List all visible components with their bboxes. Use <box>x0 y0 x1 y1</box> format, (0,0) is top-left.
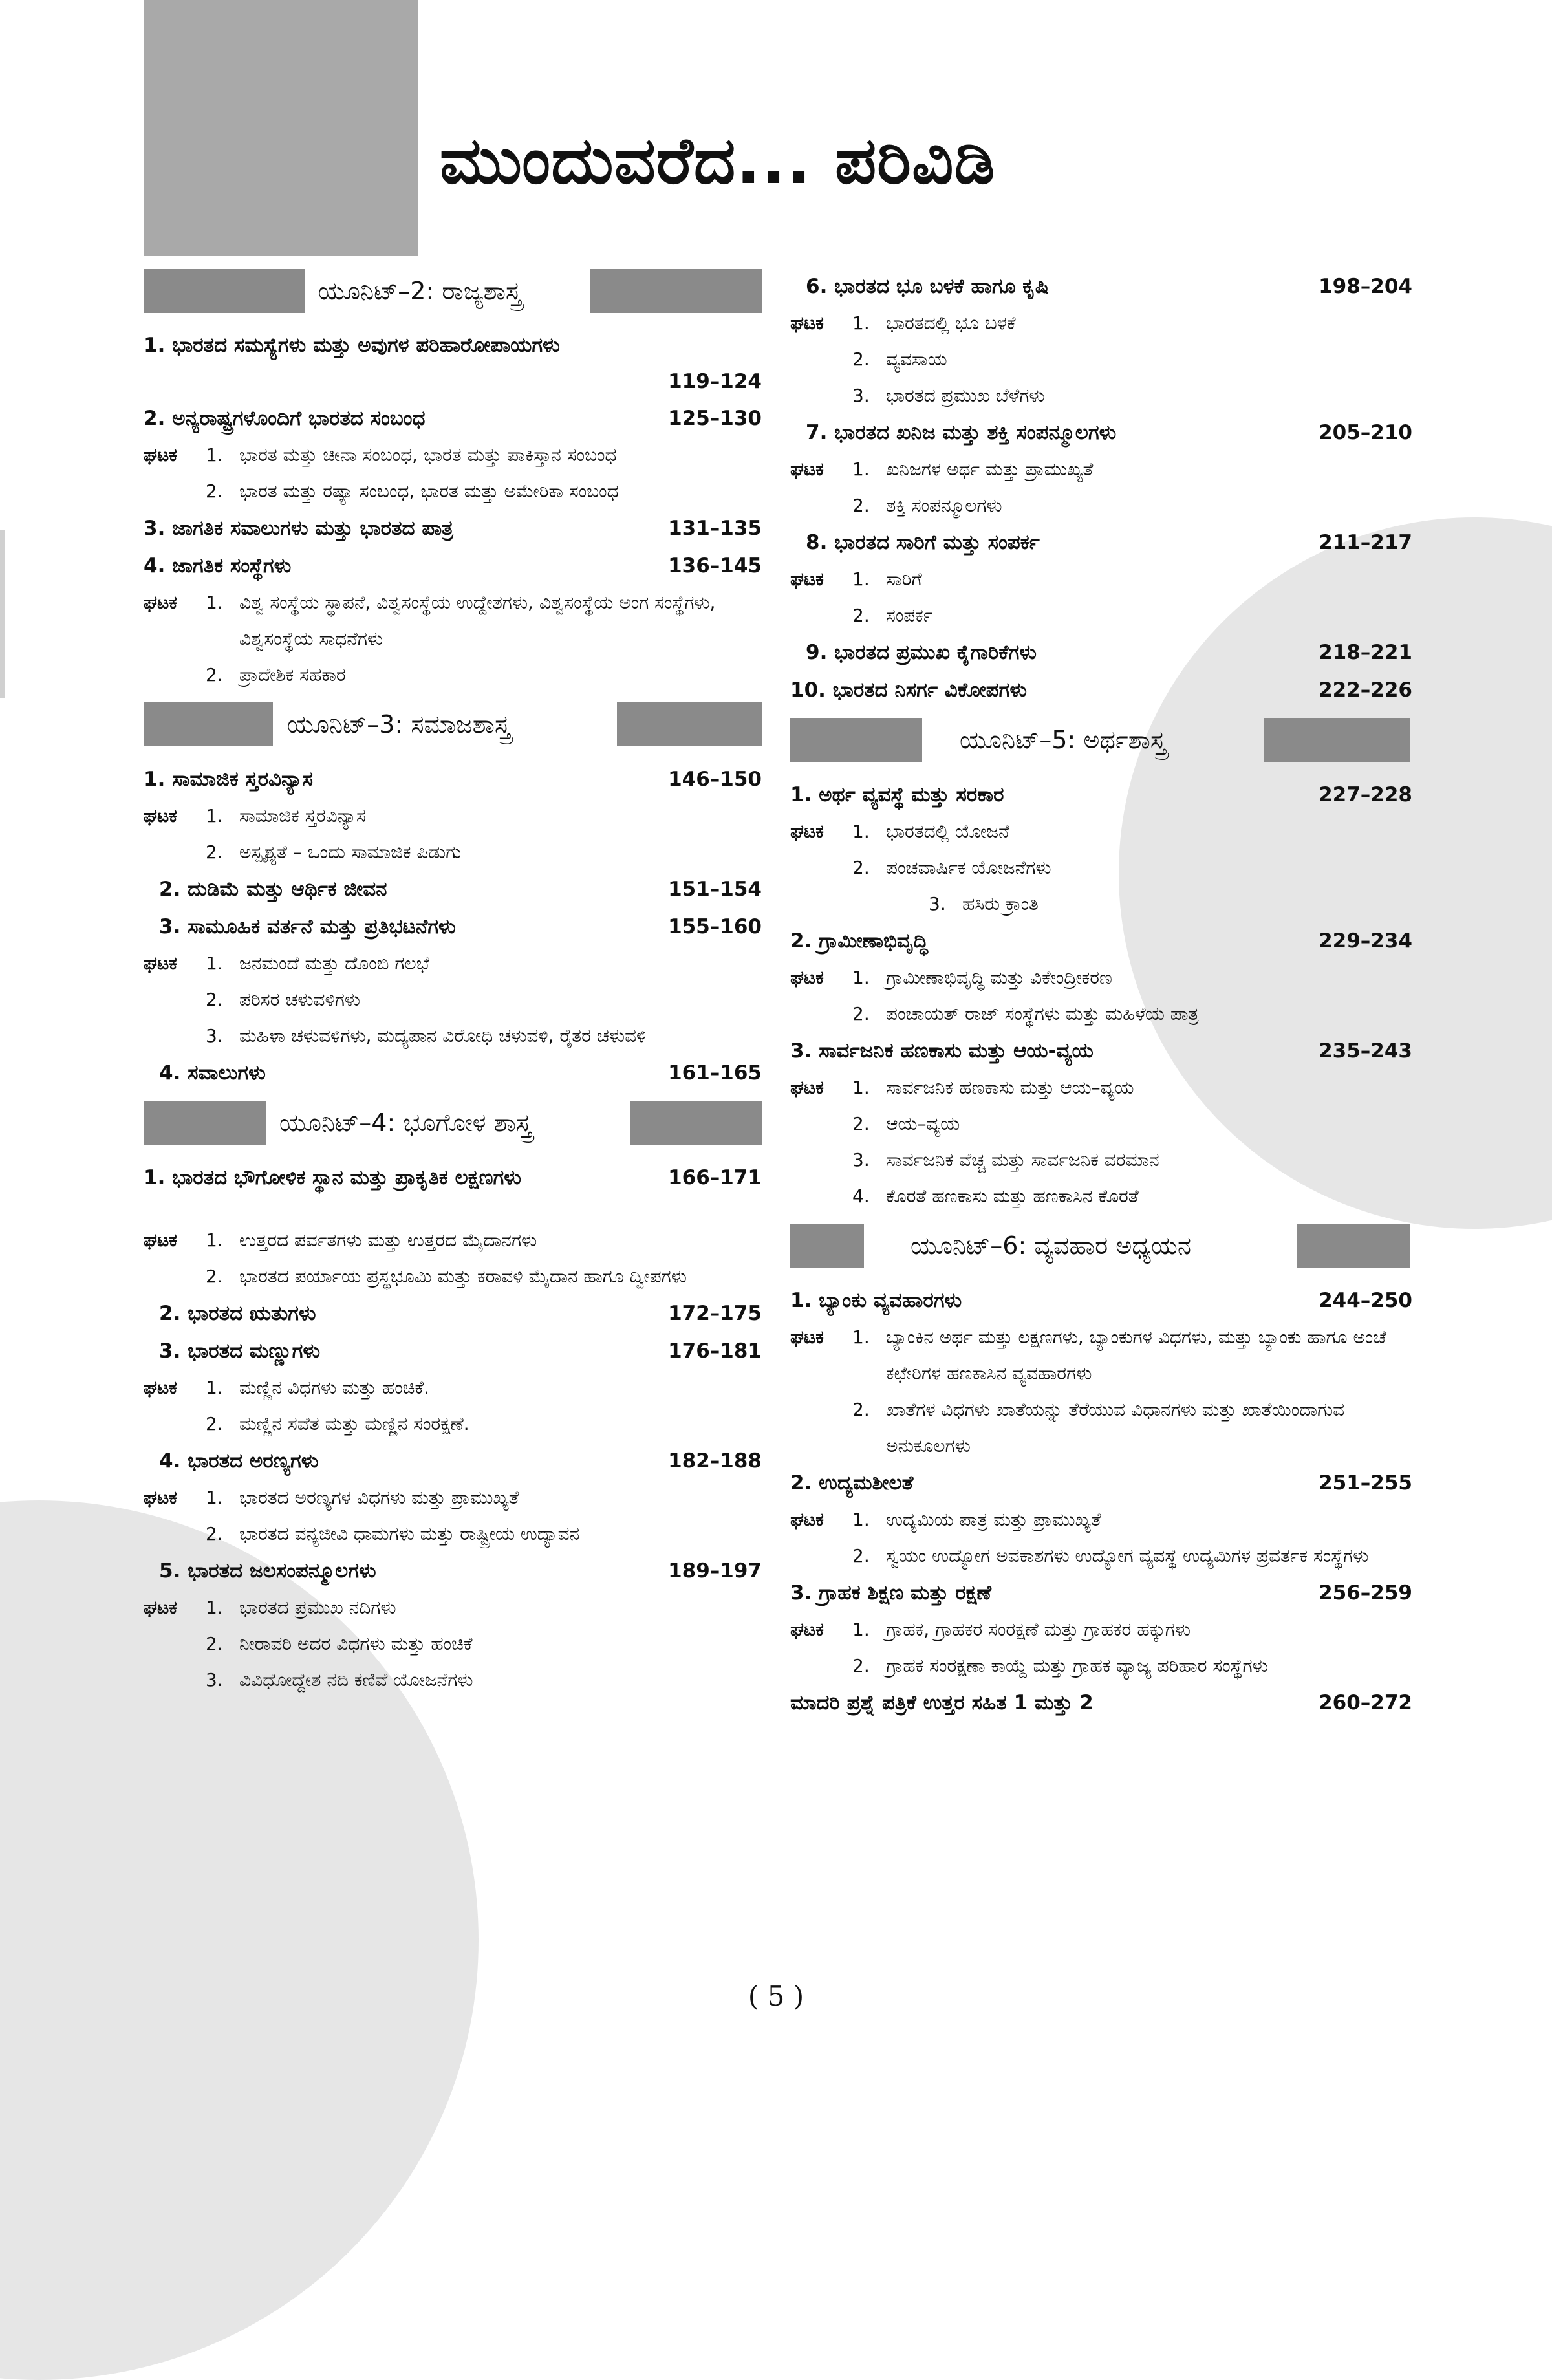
chapter-title: 3. ಸಾರ್ವಜನಿಕ ಹಣಕಾಸು ಮತ್ತು ಆಯ-ವ್ಯಯ <box>790 1039 1094 1063</box>
heading-bar <box>790 1224 864 1268</box>
subunit-item: 2. ಆಯ–ವ್ಯಯ <box>852 1113 960 1134</box>
subunit-item: 2. ಭಾರತದ ಪರ್ಯಾಯ ಪ್ರಸ್ಥಭೂಮಿ ಮತ್ತು ಕರಾವಳಿ ಮೈದಾನ ಹಾಗೂ ದ್ವೀಪಗಳು <box>206 1266 687 1287</box>
subunit-list <box>144 437 762 510</box>
page-range: 131–135 <box>668 517 762 540</box>
page-range: 161–165 <box>668 1061 762 1085</box>
page-range: 205–210 <box>1319 421 1412 444</box>
page-range: 260–272 <box>1319 1691 1412 1715</box>
subunit-item: 3. ಭಾರತದ ಪ್ರಮುಖ ಬೆಳೆಗಳು <box>852 385 1045 406</box>
subunit-label: ಘಟಕ <box>144 1597 177 1618</box>
page-range: 211–217 <box>1319 531 1412 554</box>
subunit-item: 4. ಕೊರತೆ ಹಣಕಾಸು ಮತ್ತು ಹಣಕಾಸಿನ ಕೊರತೆ <box>852 1185 1139 1207</box>
chapter-title: 6. ಭಾರತದ ಭೂ ಬಳಕೆ ಹಾಗೂ ಕೃಷಿ <box>806 275 1049 298</box>
page-range: 182–188 <box>668 1449 762 1473</box>
chapter-title: 8. ಭಾರತದ ಸಾರಿಗೆ ಮತ್ತು ಸಂಪರ್ಕ <box>806 531 1040 554</box>
subunit-label: ಘಟಕ <box>144 444 177 466</box>
subunit-item: 1. ಜನಮಂದೆ ಮತ್ತು ದೊಂಬಿ ಗಲಭೆ <box>206 953 429 974</box>
chapter-title: 10. ಭಾರತದ ನಿಸರ್ಗ ವಿಕೋಪಗಳು <box>790 678 1028 702</box>
subunit-label: ಘಟಕ <box>144 1229 177 1251</box>
subunit-item: 2. ನೀರಾವರಿ ಅದರ ವಿಧಗಳು ಮತ್ತು ಹಂಚಿಕೆ <box>206 1633 473 1654</box>
heading-bar <box>144 702 273 746</box>
chapter-title: 4. ಸವಾಲುಗಳು <box>159 1061 266 1085</box>
toc-entry[interactable] <box>144 1295 762 1332</box>
chapter-title: 1. ಸಾಮಾಜಿಕ ಸ್ತರವಿನ್ಯಾಸ <box>144 768 313 791</box>
subunit-item: 2. ಪರಿಸರ ಚಳುವಳಿಗಳು <box>206 989 361 1010</box>
subunit-item: 2. ಮಣ್ಣಿನ ಸವೆತ ಮತ್ತು ಮಣ್ಣಿನ ಸಂರಕ್ಷಣೆ. <box>206 1413 469 1434</box>
heading-bar <box>144 269 305 313</box>
toc-entry[interactable] <box>144 1442 762 1480</box>
subunit-item: 2. ಪ್ರಾದೇಶಿಕ ಸಹಕಾರ <box>206 664 346 686</box>
toc-entry[interactable] <box>144 1159 762 1196</box>
page-range: 125–130 <box>668 407 762 430</box>
subunit-label: ಘಟಕ <box>790 1509 824 1530</box>
toc-entry[interactable] <box>144 908 762 946</box>
subunit-item: 2. ಭಾರತ ಮತ್ತು ರಷ್ಯಾ ಸಂಬಂಧ, ಭಾರತ ಮತ್ತು ಅಮೇರಿಕಾ ಸಂಬಂಧ <box>206 481 619 502</box>
unit-heading <box>144 1098 762 1147</box>
subunit-label: ಘಟಕ <box>144 953 177 974</box>
subunit-list <box>144 585 762 693</box>
toc-entry[interactable] <box>790 1464 1412 1502</box>
chapter-title: 3. ಗ್ರಾಹಕ ಶಿಕ್ಷಣ ಮತ್ತು ರಕ್ಷಣೆ <box>790 1581 991 1605</box>
subunit-item: 2. ಸ್ವಯಂ ಉದ್ಯೋಗ ಅವಕಾಶಗಳು ಉದ್ಯೋಗ ವ್ಯವಸ್ಥೆ ಉದ್ಯಮಿಗಳ ಪ್ರವರ್ತಕ ಸಂಸ್ಥೆಗಳು <box>852 1545 1369 1566</box>
page-range: 166–171 <box>668 1166 762 1189</box>
heading-bar <box>790 718 922 762</box>
subunit-label: ಘಟಕ <box>790 459 824 480</box>
chapter-title: 4. ಜಾಗತಿಕ ಸಂಸ್ಥೆಗಳು <box>144 554 292 578</box>
chapter-title: 1. ಭಾರತದ ಸಮಸ್ಯೆಗಳು ಮತ್ತು ಅವುಗಳ ಪರಿಹಾರೋಪಾಯಗಳು <box>144 334 560 357</box>
heading-bar <box>1264 718 1410 762</box>
subunit-item: 2. ಖಾತೆಗಳ ವಿಧಗಳು ಖಾತೆಯನ್ನು ತೆರೆಯುವ ವಿಧಾನಗಳು ಮತ್ತು ಖಾತೆಯಿಂದಾಗುವ ಅನುಕೂಲಗಳು <box>852 1399 1345 1456</box>
subunit-item: 1. ಖನಿಜಗಳ ಅರ್ಥ ಮತ್ತು ಪ್ರಾಮುಖ್ಯತೆ <box>852 459 1094 480</box>
page-range: 251–255 <box>1319 1471 1412 1495</box>
subunit-list <box>790 1502 1412 1574</box>
heading-bar <box>1297 1224 1410 1268</box>
subunit-list <box>144 1370 762 1442</box>
page-range: 119–124 <box>668 370 762 393</box>
subunit-item: 2. ಸಂಪರ್ಕ <box>852 605 933 626</box>
subunit-item: 1. ಗ್ರಾಮೀಣಾಭಿವೃದ್ಧಿ ಮತ್ತು ವಿಕೇಂದ್ರೀಕರಣ <box>852 967 1112 988</box>
subunit-list <box>790 1319 1412 1464</box>
subunit-item: 1. ಭಾರತದ ಅರಣ್ಯಗಳ ವಿಧಗಳು ಮತ್ತು ಪ್ರಾಮುಖ್ಯತೆ <box>206 1487 519 1508</box>
subunit-label: ಘಟಕ <box>790 1619 824 1640</box>
subunit-list <box>144 946 762 1054</box>
subunit-item: 1. ಭಾರತದಲ್ಲಿ ಭೂ ಬಳಕೆ <box>852 312 1016 334</box>
subunit-item: 1. ಉದ್ಯಮಿಯ ಪಾತ್ರ ಮತ್ತು ಪ್ರಾಮುಖ್ಯತೆ <box>852 1509 1101 1530</box>
page-range: 155–160 <box>668 915 762 938</box>
subunit-item: 2. ಪಂಚಾಯತ್ ರಾಜ್ ಸಂಸ್ಥೆಗಳು ಮತ್ತು ಮಹಿಳೆಯ ಪಾತ್ರ <box>852 1003 1199 1024</box>
subunit-item: 1. ಭಾರತ ಮತ್ತು ಚೀನಾ ಸಂಬಂಧ, ಭಾರತ ಮತ್ತು ಪಾಕಿಸ್ತಾನ ಸಂಬಂಧ <box>206 444 617 466</box>
unit-title: ಯೂನಿಟ್–5: ಅರ್ಥಶಾಸ್ತ್ರ <box>960 726 1167 754</box>
toc-entry[interactable] <box>790 1282 1412 1319</box>
subunit-item: 1. ಸಾಮಾಜಿಕ ಸ್ತರವಿನ್ಯಾಸ <box>206 805 366 827</box>
toc-entry[interactable] <box>144 1332 762 1370</box>
subunit-list <box>790 814 1412 922</box>
unit-heading <box>144 700 762 749</box>
subunit-list <box>144 1480 762 1552</box>
subunit-item: 2. ಭಾರತದ ವನ್ಯಜೀವಿ ಧಾಮಗಳು ಮತ್ತು ರಾಷ್ಟ್ರೀಯ ಉದ್ಯಾವನ <box>206 1523 580 1544</box>
subunit-label: ಘಟಕ <box>790 1077 824 1098</box>
subunit-item: 1. ಸಾರ್ವಜನಿಕ ಹಣಕಾಸು ಮತ್ತು ಆಯ–ವ್ಯಯ <box>852 1077 1134 1098</box>
page-range: 244–250 <box>1319 1289 1412 1312</box>
heading-bar <box>590 269 762 313</box>
page-range: 151–154 <box>668 878 762 901</box>
subunit-item: 1. ಭಾರತದ ಪ್ರಮುಖ ನದಿಗಳು <box>206 1597 396 1618</box>
page-range: 256–259 <box>1319 1581 1412 1605</box>
chapter-title: 1. ಭಾರತದ ಭೌಗೋಳಿಕ ಸ್ಥಾನ ಮತ್ತು ಪ್ರಾಕೃತಿಕ ಲಕ್ಷಣಗಳು <box>144 1166 521 1189</box>
chapter-title: 4. ಭಾರತದ ಅರಣ್ಯಗಳು <box>159 1449 319 1473</box>
page-range: 222–226 <box>1319 678 1412 702</box>
subunit-item: 2. ಪಂಚವಾರ್ಷಿಕ ಯೋಜನೆಗಳು <box>852 857 1051 878</box>
chapter-title: 2. ಗ್ರಾಮೀಣಾಭಿವೃದ್ಧಿ <box>790 929 928 953</box>
page-title: ಮುಂದುವರೆದ... ಪರಿವಿಡಿ <box>440 123 996 199</box>
toc-entry[interactable] <box>790 1032 1412 1070</box>
subunit-list <box>790 561 1412 634</box>
chapter-title: 7. ಭಾರತದ ಖನಿಜ ಮತ್ತು ಶಕ್ತಿ ಸಂಪನ್ಮೂಲಗಳು <box>806 421 1117 444</box>
page-range: 146–150 <box>668 768 762 791</box>
subunit-item: 2. ವ್ಯವಸಾಯ <box>852 349 947 370</box>
unit-title: ಯೂನಿಟ್–3: ಸಮಾಜಶಾಸ್ತ್ರ <box>287 710 511 739</box>
subunit-item: 1. ಗ್ರಾಹಕ, ಗ್ರಾಹಕರ ಸಂರಕ್ಷಣೆ ಮತ್ತು ಗ್ರಾಹಕರ ಹಕ್ಕುಗಳು <box>852 1619 1191 1640</box>
toc-entry[interactable] <box>790 634 1412 671</box>
chapter-title: 3. ಸಾಮೂಹಿಕ ವರ್ತನೆ ಮತ್ತು ಪ್ರತಿಭಟನೆಗಳು <box>159 915 456 938</box>
toc-left-column <box>144 266 762 1698</box>
toc-entry[interactable] <box>144 510 762 547</box>
chapter-title: 3. ಜಾಗತಿಕ ಸವಾಲುಗಳು ಮತ್ತು ಭಾರತದ ಪಾತ್ರ <box>144 517 453 540</box>
toc-entry[interactable] <box>790 268 1412 305</box>
subunit-label: ಘಟಕ <box>144 592 177 613</box>
page-range: 218–221 <box>1319 641 1412 664</box>
chapter-title: 2. ದುಡಿಮೆ ಮತ್ತು ಆರ್ಥಿಕ ಜೀವನ <box>159 878 387 901</box>
chapter-title: 1. ಅರ್ಥ ವ್ಯವಸ್ಥೆ ಮತ್ತು ಸರಕಾರ <box>790 783 1004 806</box>
subunit-list <box>790 451 1412 524</box>
subunit-label: ಘಟಕ <box>790 312 824 334</box>
unit-title: ಯೂನಿಟ್–2: ರಾಜ್ಯಶಾಸ್ತ್ರ <box>318 277 522 305</box>
page-range: 136–145 <box>668 554 762 578</box>
unit-heading <box>144 266 762 316</box>
subunit-item: 2. ಶಕ್ತಿ ಸಂಪನ್ಮೂಲಗಳು <box>852 495 1002 516</box>
toc-entry[interactable] <box>790 922 1412 960</box>
subunit-list <box>144 798 762 871</box>
unit-heading <box>790 715 1412 764</box>
subunit-item: 1. ಉತ್ತರದ ಪರ್ವತಗಳು ಮತ್ತು ಉತ್ತರದ ಮೈದಾನಗಳು <box>206 1229 537 1251</box>
subunit-item: 1. ಸಾರಿಗೆ <box>852 568 922 590</box>
subunit-item: 1. ಬ್ಯಾಂಕಿನ ಅರ್ಥ ಮತ್ತು ಲಕ್ಷಣಗಳು, ಬ್ಯಾಂಕುಗಳ ವಿಧಗಳು, ಮತ್ತು ಬ್ಯಾಂಕು ಹಾಗೂ ಅಂಚೆ ಕಛೇರಿಗಳ ಹಣಕಾಸಿನ ವ್ಯವಹಾರಗಳು <box>852 1326 1386 1384</box>
subunit-list <box>144 1590 762 1698</box>
toc-entry[interactable] <box>144 871 762 908</box>
chapter-title: 2. ಭಾರತದ ಋತುಗಳು <box>159 1302 316 1325</box>
page-range: 198–204 <box>1319 275 1412 298</box>
page-range: 176–181 <box>668 1339 762 1363</box>
subunit-item: 1. ವಿಶ್ವ ಸಂಸ್ಥೆಯ ಸ್ಥಾಪನೆ, ವಿಶ್ವಸಂಸ್ಥೆಯ ಉದ್ದೇಶಗಳು, ವಿಶ್ವಸಂಸ್ಥೆಯ ಅಂಗ ಸಂಸ್ಥೆಗಳು, ವಿಶ್ವಸಂಸ್ಥೆಯ ಸಾಧನೆಗಳು <box>206 592 716 649</box>
page-range: 189–197 <box>668 1559 762 1583</box>
subunit-label: ಘಟಕ <box>790 967 824 988</box>
subunit-list <box>790 305 1412 414</box>
subunit-label: ಘಟಕ <box>790 1326 824 1348</box>
subunit-label: ಘಟಕ <box>144 1377 177 1398</box>
subunit-label: ಘಟಕ <box>144 805 177 827</box>
heading-bar <box>617 702 762 746</box>
header-decor-block <box>144 0 418 256</box>
subunit-item: 3. ಸಾರ್ವಜನಿಕ ವೆಚ್ಚ ಮತ್ತು ಸಾರ್ವಜನಿಕ ವರಮಾನ <box>852 1149 1159 1171</box>
subunit-list <box>144 1222 762 1295</box>
subunit-item: 3. ವಿವಿಧೋದ್ದೇಶ ನದಿ ಕಣಿವೆ ಯೋಜನೆಗಳು <box>206 1669 473 1691</box>
subunit-label: ಘಟಕ <box>790 821 824 842</box>
toc-entry[interactable] <box>144 1054 762 1092</box>
unit-heading <box>790 1221 1412 1270</box>
chapter-title: 1. ಬ್ಯಾಂಕು ವ್ಯವಹಾರಗಳು <box>790 1289 962 1312</box>
page-range: 229–234 <box>1319 929 1412 953</box>
subunit-item: 2. ಗ್ರಾಹಕ ಸಂರಕ್ಷಣಾ ಕಾಯ್ದೆ ಮತ್ತು ಗ್ರಾಹಕ ವ್ಯಾಜ್ಯ ಪರಿಹಾರ ಸಂಸ್ಥೆಗಳು <box>852 1655 1268 1676</box>
page-edge-mark <box>0 530 5 698</box>
chapter-title: 2. ಉದ್ಯಮಶೀಲತೆ <box>790 1471 914 1495</box>
toc-right-column <box>790 268 1412 1722</box>
heading-bar <box>630 1101 762 1145</box>
toc-entry[interactable] <box>790 1684 1412 1722</box>
page-range: 172–175 <box>668 1302 762 1325</box>
subunit-list <box>790 1612 1412 1684</box>
subunit-label: ಘಟಕ <box>790 568 824 590</box>
toc-entry[interactable] <box>790 414 1412 451</box>
subunit-label: ಘಟಕ <box>144 1487 177 1508</box>
toc-entry[interactable] <box>144 400 762 437</box>
page-range: 235–243 <box>1319 1039 1412 1063</box>
toc-entry[interactable] <box>790 1574 1412 1612</box>
unit-title: ಯೂನಿಟ್–6: ವ್ಯವಹಾರ ಅಧ್ಯಯನ <box>911 1231 1191 1260</box>
subunit-item: 3. ಹಸಿರು ಕ್ರಾಂತಿ <box>929 893 1039 914</box>
subunit-item: 3. ಮಹಿಳಾ ಚಳುವಳಿಗಳು, ಮದ್ಯಪಾನ ವಿರೋಧಿ ಚಳುವಳಿ, ರೈತರ ಚಳುವಳಿ <box>206 1025 647 1046</box>
page-number: ( 5 ) <box>748 1980 804 2012</box>
chapter-title: 5. ಭಾರತದ ಜಲಸಂಪನ್ಮೂಲಗಳು <box>159 1559 376 1583</box>
toc-entry[interactable] <box>144 761 762 798</box>
toc-entry[interactable] <box>790 671 1412 709</box>
chapter-title: 9. ಭಾರತದ ಪ್ರಮುಖ ಕೈಗಾರಿಕೆಗಳು <box>806 641 1037 664</box>
chapter-title: 2. ಅನ್ಯರಾಷ್ಟ್ರಗಳೊಂದಿಗೆ ಭಾರತದ ಸಂಬಂಧ <box>144 407 426 430</box>
chapter-title: ಮಾದರಿ ಪ್ರಶ್ನೆ ಪತ್ರಿಕೆ ಉತ್ತರ ಸಹಿತ 1 ಮತ್ತು 2 <box>790 1691 1094 1715</box>
subunit-list <box>790 1070 1412 1215</box>
chapter-title: 3. ಭಾರತದ ಮಣ್ಣುಗಳು <box>159 1339 321 1363</box>
toc-entry[interactable] <box>144 327 762 400</box>
page-range: 227–228 <box>1319 783 1412 806</box>
subunit-item: 2. ಅಸ್ಪೃಶ್ಯತೆ – ಒಂದು ಸಾಮಾಜಿಕ ಪಿಡುಗು <box>206 841 462 863</box>
subunit-item: 1. ಭಾರತದಲ್ಲಿ ಯೋಜನೆ <box>852 821 1009 842</box>
subunit-item: 1. ಮಣ್ಣಿನ ವಿಧಗಳು ಮತ್ತು ಹಂಚಿಕೆ. <box>206 1377 430 1398</box>
toc-entry[interactable] <box>790 776 1412 814</box>
toc-entry[interactable] <box>144 1552 762 1590</box>
heading-bar <box>144 1101 266 1145</box>
unit-title: ಯೂನಿಟ್–4: ಭೂಗೋಳ ಶಾಸ್ತ್ರ <box>279 1109 532 1137</box>
subunit-list <box>790 960 1412 1032</box>
toc-entry[interactable] <box>790 524 1412 561</box>
toc-entry[interactable] <box>144 547 762 585</box>
